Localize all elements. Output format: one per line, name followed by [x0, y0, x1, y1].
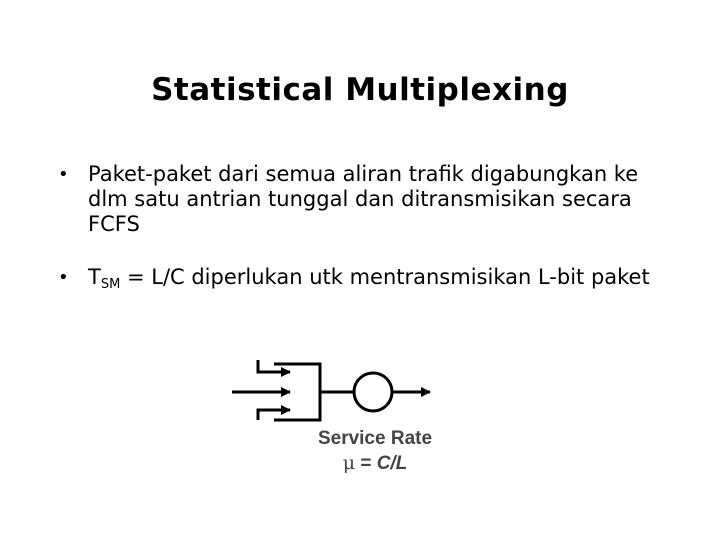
- bullet-dot-icon: •: [58, 164, 69, 185]
- service-rate-formula: [290, 452, 460, 475]
- bullet-item-fcfs: [58, 162, 678, 237]
- tsm-subscript: SM: [100, 277, 121, 292]
- slide-title: Statistical Multiplexing: [151, 72, 569, 108]
- input-flow-arrow-top: [258, 360, 290, 372]
- bullet-item-tsm: [58, 265, 678, 290]
- formula-value: C/L: [376, 453, 408, 474]
- bullet-list: [58, 162, 678, 290]
- server-icon: [354, 373, 392, 411]
- bullet-text: = L/C diperlukan utk mentransmisikan L-bit paket: [120, 265, 650, 289]
- formula-equals: =: [355, 453, 377, 474]
- queue-diagram: [228, 354, 438, 426]
- tsm-symbol: T: [88, 265, 101, 289]
- service-rate-label: Service Rate: [317, 428, 433, 449]
- mu-symbol: μ: [342, 452, 356, 474]
- bullet-dot-icon: •: [58, 267, 69, 288]
- bullet-text: Paket-paket dari semua aliran trafik digabungkan ke dlm satu antrian tunggal dan ditransmisikan secara FCFS: [88, 162, 639, 236]
